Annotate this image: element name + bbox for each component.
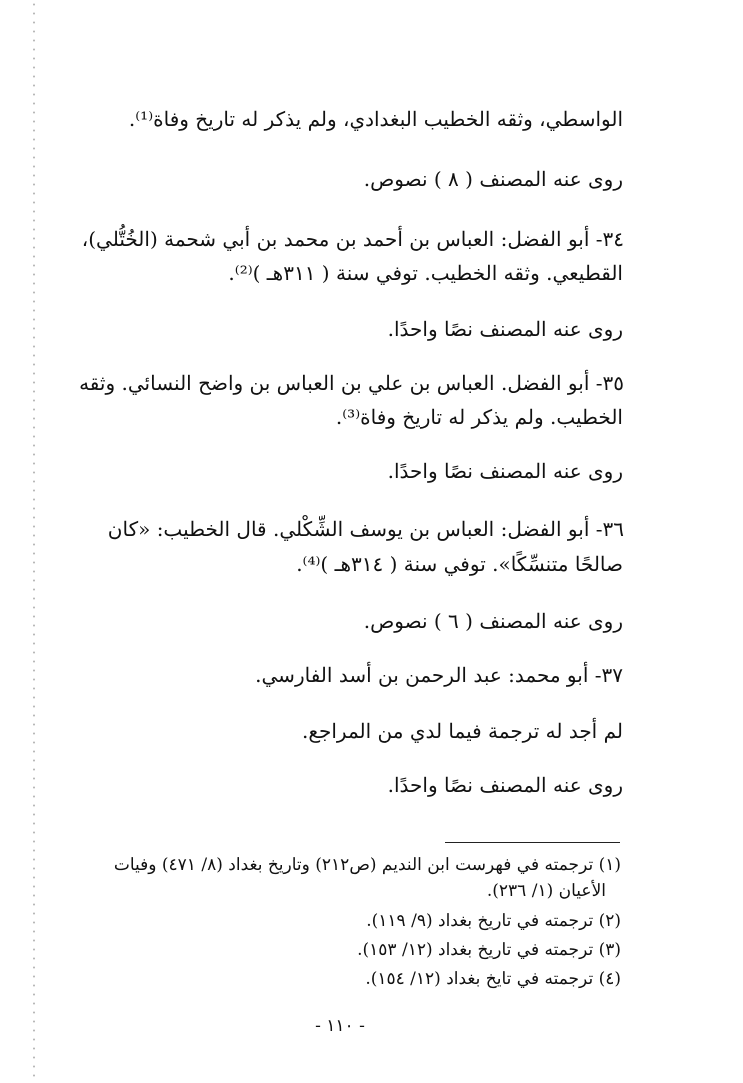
- body-line-13: لم أجد له ترجمة فيما لدي من المراجع.: [302, 719, 623, 743]
- footnote-1-line-1: (١) ترجمته في فهرست ابن النديم (ص٢١٢) وتاريخ بغداد (٨/ ٤٧١) وفيات: [113, 855, 621, 875]
- body-line-11: روى عنه المصنف ( ٦ ) نصوص.: [363, 609, 623, 633]
- body-line-8: روى عنه المصنف نصًا واحدًا.: [387, 459, 623, 483]
- footnote-1-line-2: الأعيان (١/ ٢٣٦).: [486, 881, 606, 901]
- scan-binding-dots: [33, 0, 35, 1083]
- footnote-3: (٣) ترجمته في تاريخ بغداد (١٢/ ١٥٣).: [357, 940, 621, 960]
- body-line-14: روى عنه المصنف نصًا واحدًا.: [387, 773, 623, 797]
- footnote-2: (٢) ترجمته في تاريخ بغداد (٩/ ١١٩).: [366, 911, 621, 931]
- body-line-1: الواسطي، وثقه الخطيب البغدادي، ولم يذكر له تاريخ وفاة⁽¹⁾.: [128, 107, 623, 131]
- entry-35-line-2: الخطيب. ولم يذكر له تاريخ وفاة⁽³⁾.: [335, 405, 623, 429]
- entry-36-line-2: صالحًا متنسِّكًا». توفي سنة ( ٣١٤هـ )⁽⁴⁾.: [296, 552, 623, 576]
- page-number: - ١١٠ -: [315, 1016, 365, 1036]
- footnote-separator: [445, 842, 620, 843]
- entry-37-line-1: ٣٧- أبو محمد: عبد الرحمن بن أسد الفارسي.: [255, 663, 623, 687]
- entry-34-line-1: ٣٤- أبو الفضل: العباس بن أحمد بن محمد بن أبي شحمة (الخُتُّلي)،: [81, 227, 624, 251]
- entry-35-line-1: ٣٥- أبو الفضل. العباس بن علي بن العباس بن واضح النسائي. وثقه: [79, 371, 624, 395]
- entry-34-line-2: القطيعي. وثقه الخطيب. توفي سنة ( ٣١١هـ )⁽²⁾.: [228, 261, 623, 285]
- body-line-2: روى عنه المصنف ( ٨ ) نصوص.: [363, 167, 623, 191]
- footnote-4: (٤) ترجمته في تايخ بغداد (١٢/ ١٥٤).: [365, 969, 621, 989]
- body-line-5: روى عنه المصنف نصًا واحدًا.: [387, 317, 623, 341]
- entry-36-line-1: ٣٦- أبو الفضل: العباس بن يوسف الشِّكْلي. قال الخطيب: «كان: [107, 517, 624, 541]
